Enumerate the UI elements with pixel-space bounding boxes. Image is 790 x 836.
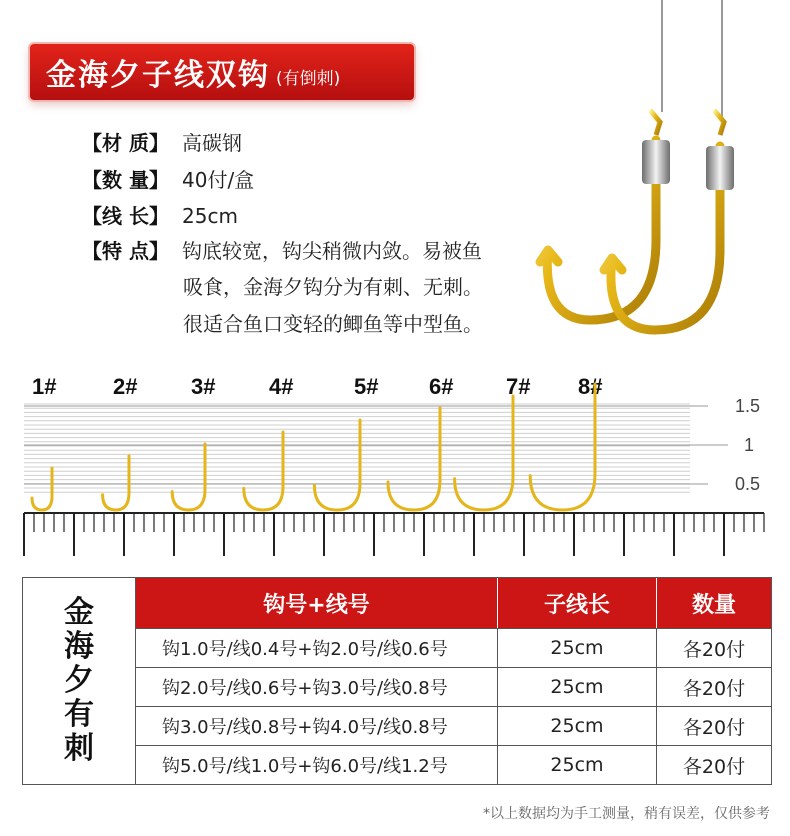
hook-size-label: 5# [354,374,379,399]
product-subtitle: (有倒刺) [276,68,341,89]
hook-left [540,110,670,320]
size-hook [32,468,52,510]
cell-length: 25cm [498,707,657,745]
spec-table [22,577,772,785]
table-row [136,667,771,706]
feature-line-3: 很适合鱼口变轻的鲫鱼等中型鱼。 [183,312,483,336]
spec-value: 40付/盒 [182,168,255,192]
cell-quantity: 各20付 [682,677,746,700]
spec-line-length [82,202,238,230]
size-hook [103,456,129,510]
scale-label-1-5: 1.5 [735,396,761,416]
hook-size-label: 3# [191,374,216,399]
hook-size-chart [0,360,790,565]
spec-quantity [82,166,254,194]
line-wrap [642,140,670,184]
feature-line-2: 吸食，金海夕钩分为有刺、无刺。 [183,275,483,299]
hook-size-label: 7# [506,374,531,399]
double-hook-illustration [520,0,790,345]
size-hook [172,444,205,510]
spec-feature [82,237,482,265]
scale-label-1: 1 [744,435,755,455]
size-hook [455,396,513,510]
size-hook [530,384,595,510]
table-row [136,745,771,784]
spec-key: 【材 质】 [82,131,169,155]
ruler [24,513,764,556]
header-quantity: 数量 [691,592,736,618]
spec-value: 钩底较宽，钩尖稍微内敛。易被鱼 [182,239,482,263]
cell-spec: 钩1.0号/线0.4号+钩2.0号/线0.6号 [136,629,498,667]
spec-key: 【线 长】 [82,204,169,228]
cell-spec: 钩3.0号/线0.8号+钩4.0号/线0.8号 [136,707,498,745]
hook-size-label: 8# [578,374,603,399]
scale-label-0-5: 0.5 [735,474,761,494]
hook-size-label: 6# [429,374,454,399]
spec-value: 高碳钢 [182,131,242,155]
hook-size-label: 1# [32,374,57,399]
table-side-label [23,578,136,784]
measurement-footnote: *以上数据均为手工测量，稍有误差，仅供参考 [483,806,770,822]
hook-size-label: 4# [269,374,294,399]
header-hook-line: 钩号+线号 [136,578,498,628]
line-wrap [706,146,734,190]
side-label-text: 金海夕有刺 [64,595,94,766]
table-header [136,578,771,628]
spec-key: 【特 点】 [82,239,169,263]
spec-value: 25cm [182,204,238,228]
cell-quantity: 各20付 [682,716,746,739]
cell-length: 25cm [498,668,657,706]
hook-size-label: 2# [113,374,138,399]
cell-spec: 钩5.0号/线1.0号+钩6.0号/线1.2号 [136,746,498,784]
title-banner [30,44,414,100]
cell-length: 25cm [498,629,657,667]
product-title: 金海夕子线双钩 [46,58,270,93]
spec-material [82,129,242,157]
cell-spec: 钩2.0号/线0.6号+钩3.0号/线0.8号 [136,668,498,706]
table-row [136,628,771,667]
table-row [136,706,771,745]
cell-quantity: 各20付 [682,638,746,661]
spec-key: 【数 量】 [82,168,169,192]
cell-quantity: 各20付 [682,755,746,778]
cell-length: 25cm [498,746,657,784]
header-length: 子线长 [498,578,657,628]
